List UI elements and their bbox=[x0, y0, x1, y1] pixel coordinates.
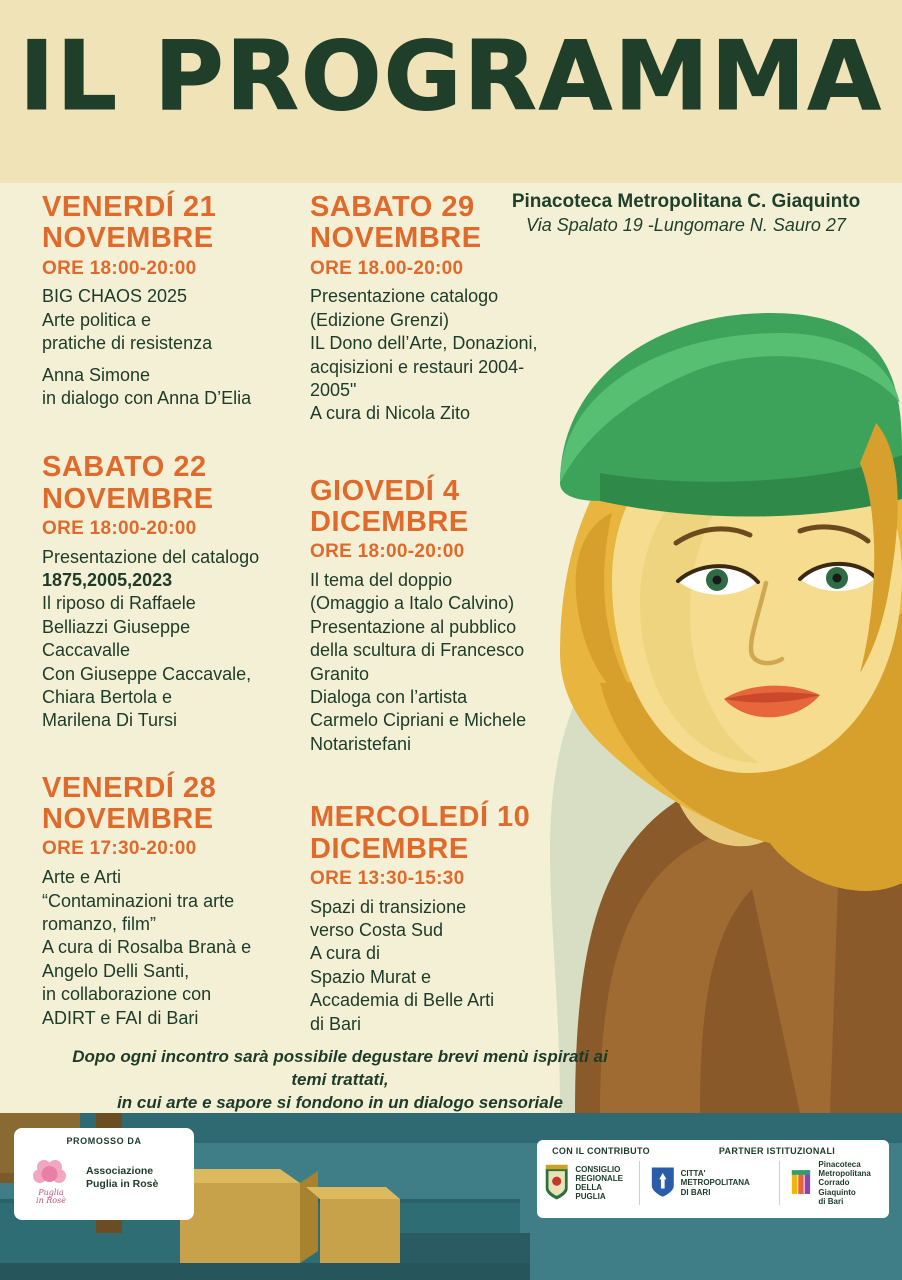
event-line: Belliazzi Giuseppe bbox=[42, 616, 191, 637]
venue-address: Via Spalato 19 -Lungomare N. Sauro 27 bbox=[526, 214, 846, 235]
svg-text:in Rosè: in Rosè bbox=[36, 1196, 66, 1205]
event-body bbox=[310, 569, 580, 756]
event-hours: ORE 17:30-20:00 bbox=[42, 838, 197, 860]
event-line: A cura di Nicola Zito bbox=[310, 403, 471, 424]
regione-puglia-crest-icon bbox=[543, 1163, 570, 1203]
event-line: Carmelo Cipriani e Michele bbox=[310, 710, 527, 731]
puglia-in-rose-logo-icon bbox=[22, 1149, 80, 1207]
event-line: Anna Simone bbox=[42, 364, 151, 385]
event-line: Con Giuseppe Caccavale, bbox=[42, 663, 252, 684]
logo-consiglio-text: CONSIGLIO REGIONALE DELLA PUGLIA bbox=[575, 1164, 623, 1202]
event-line: 2005" bbox=[310, 379, 357, 400]
partners-label: PARTNER ISTITUZIONALI bbox=[718, 1146, 836, 1156]
event-line: A cura di Rosalba Branà e bbox=[42, 937, 252, 958]
event-line: Angelo Delli Santi, bbox=[42, 960, 190, 981]
event-day: MERCOLEDÍ 10 DICEMBRE bbox=[310, 801, 531, 865]
event-line: Chiara Bertola e bbox=[42, 687, 173, 708]
event-line: Granito bbox=[310, 663, 370, 684]
pinacoteca-logo-icon bbox=[790, 1163, 814, 1203]
event-item bbox=[310, 476, 580, 757]
event-line: pratiche di resistenza bbox=[42, 333, 213, 354]
spacer bbox=[42, 356, 292, 364]
event-line: Spazi di transizione bbox=[310, 896, 467, 917]
event-line: Dialoga con l’artista bbox=[310, 687, 468, 708]
event-hours: ORE 18.00-20:00 bbox=[310, 257, 464, 279]
contribution-label: CON IL CONTRIBUTO bbox=[552, 1146, 650, 1156]
event-line: BIG CHAOS 2025 bbox=[42, 286, 188, 307]
event-line: in dialogo con Anna D’Elia bbox=[42, 387, 252, 408]
event-line: ADIRT e FAI di Bari bbox=[42, 1007, 199, 1028]
promoter-name: Associazione Puglia in Rosè bbox=[86, 1164, 159, 1190]
event-line: Arte politica e bbox=[42, 309, 152, 330]
event-line: (Edizione Grenzi) bbox=[310, 309, 450, 330]
promoter-box bbox=[14, 1128, 194, 1220]
event-day: GIOVEDÍ 4 DICEMBRE bbox=[310, 474, 469, 539]
sponsor-logos bbox=[537, 1156, 889, 1206]
event-line: 1875,2005,2023 bbox=[42, 570, 173, 591]
logo-pinacoteca-bari bbox=[790, 1160, 883, 1206]
event-line: Marilena Di Tursi bbox=[42, 710, 178, 731]
event-line: Notaristefani bbox=[310, 733, 412, 754]
event-line: in collaborazione con bbox=[42, 984, 212, 1005]
svg-text:Puglia: Puglia bbox=[38, 1188, 64, 1197]
event-line: Il riposo di Raffaele bbox=[42, 593, 196, 614]
sponsors-headers bbox=[537, 1140, 889, 1156]
event-line: Presentazione catalogo bbox=[310, 286, 499, 307]
logo-consiglio-regionale-puglia bbox=[543, 1163, 629, 1203]
events-column-right bbox=[310, 192, 580, 1062]
event-line: Presentazione del catalogo bbox=[42, 546, 260, 567]
citta-metropolitana-crest-icon bbox=[650, 1163, 676, 1203]
event-line: IL Dono dell’Arte, Donazioni, bbox=[310, 333, 538, 354]
events-column-left bbox=[42, 192, 292, 1056]
event-line: verso Costa Sud bbox=[310, 919, 444, 940]
promoter-label: PROMOSSO DA bbox=[66, 1136, 142, 1146]
event-item bbox=[42, 773, 292, 1030]
venue-name: Pinacoteca Metropolitana C. Giaquinto bbox=[511, 191, 861, 212]
event-line: Caccavalle bbox=[42, 640, 131, 661]
footnote: Dopo ogni incontro sarà possibile degustare brevi menù ispirati ai temi trattati, in cui arte e sapore si fondono in un dialogo sensoriale bbox=[72, 1047, 608, 1112]
event-line: (Omaggio a Italo Calvino) bbox=[310, 593, 515, 614]
event-hours: ORE 18:00-20:00 bbox=[42, 257, 197, 279]
event-line: della scultura di Francesco bbox=[310, 640, 525, 661]
event-day: VENERDÍ 21 NOVEMBRE bbox=[42, 191, 217, 255]
event-item bbox=[42, 452, 292, 733]
event-day: VENERDÍ 28 NOVEMBRE bbox=[42, 771, 217, 836]
logo-citta-text: CITTA' METROPOLITANA DI BARI bbox=[680, 1169, 750, 1197]
event-day: SABATO 22 NOVEMBRE bbox=[42, 451, 214, 515]
event-line: A cura di bbox=[310, 943, 381, 964]
event-line: Il tema del doppio bbox=[310, 570, 453, 591]
event-hours: ORE 18:00-20:00 bbox=[42, 517, 197, 539]
logo-citta-metropolitana-bari bbox=[650, 1163, 769, 1203]
event-item bbox=[42, 192, 292, 410]
logo-pinacoteca-text: Pinacoteca Metropolitana Corrado Giaquinto di Bari bbox=[818, 1160, 871, 1206]
venue-block bbox=[480, 190, 892, 237]
event-body bbox=[42, 546, 292, 733]
promoter-row bbox=[14, 1146, 194, 1207]
event-line: acqisizioni e restauri 2004- bbox=[310, 356, 525, 377]
event-line: Presentazione al pubblico bbox=[310, 616, 517, 637]
page-title: IL PROGRAMMA bbox=[19, 22, 883, 132]
sponsors-box bbox=[537, 1140, 889, 1218]
event-body bbox=[310, 285, 580, 425]
event-line: di Bari bbox=[310, 1013, 362, 1034]
divider bbox=[779, 1161, 780, 1205]
event-line: Spazio Murat e bbox=[310, 966, 432, 987]
event-line: romanzo, film” bbox=[42, 913, 157, 934]
event-hours: ORE 13:30-15:30 bbox=[310, 867, 465, 889]
event-line: “Contaminazioni tra arte bbox=[42, 890, 235, 911]
event-day: SABATO 29 NOVEMBRE bbox=[310, 191, 482, 255]
event-line: Arte e Arti bbox=[42, 867, 122, 888]
event-body bbox=[310, 896, 580, 1036]
event-body bbox=[42, 866, 292, 1030]
divider bbox=[639, 1161, 640, 1205]
event-hours: ORE 18:00-20:00 bbox=[310, 541, 465, 563]
event-body bbox=[42, 285, 292, 410]
event-line: Accademia di Belle Arti bbox=[310, 990, 495, 1011]
event-item bbox=[310, 802, 580, 1036]
